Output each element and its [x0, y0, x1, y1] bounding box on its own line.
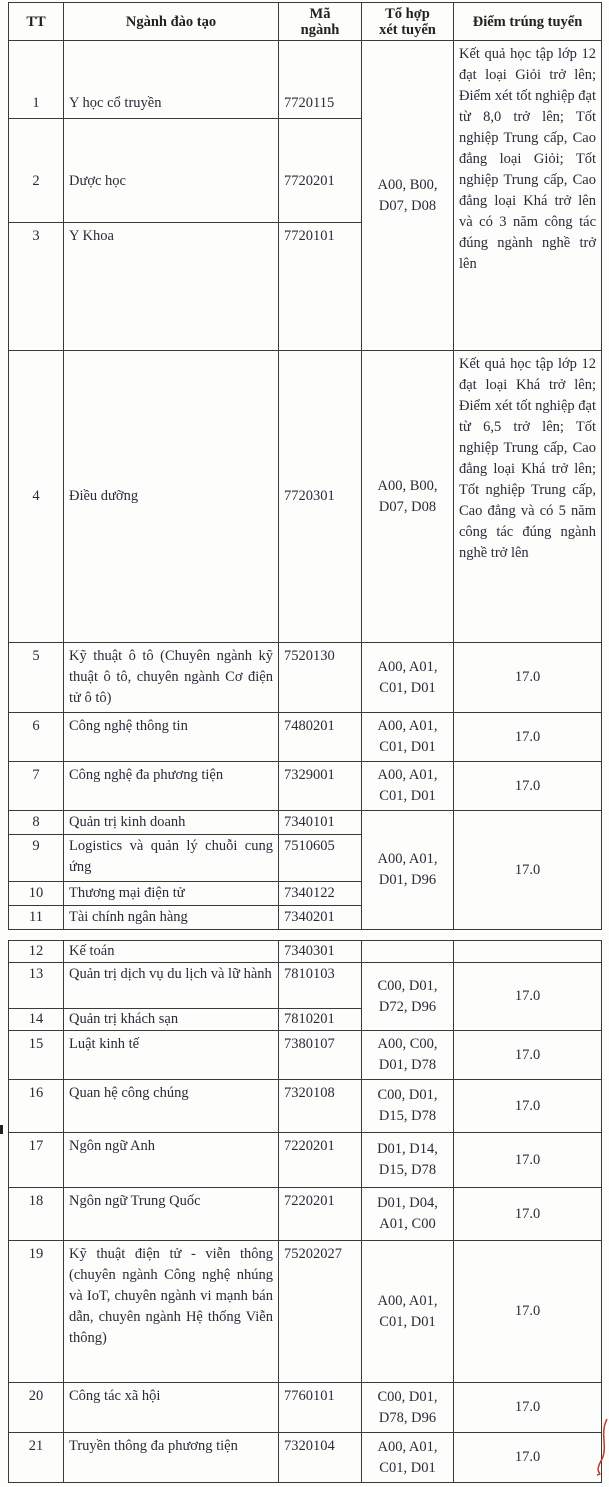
- row-code: 7320108: [279, 1080, 362, 1133]
- row-major: Ngôn ngữ Anh: [64, 1133, 279, 1188]
- row-score: 17.0: [454, 963, 602, 1031]
- row-score: 17.0: [454, 1133, 602, 1188]
- row-combo: A00, C00, D01, D78: [362, 1031, 454, 1080]
- table-row: [9, 713, 602, 762]
- row-score: Kết quả học tập lớp 12 đạt loại Giỏi trở lên; Điểm xét tốt nghiệp đạt từ 8,0 trở lên; Tốt nghiệp Trung cấp, Cao đẳng loại Giỏi; Tốt nghiệp Trung cấp, Cao đẳng loại Khá trở lên và có 3 năm công tác đúng ngành nghề trở lên: [454, 41, 602, 351]
- table-header-row: [9, 3, 602, 41]
- row-major: Y học cổ truyền: [64, 41, 279, 119]
- row-code: 7760101: [279, 1383, 362, 1433]
- signature-mark-icon: [595, 1417, 609, 1477]
- header-score: Điểm trúng tuyển: [454, 3, 602, 41]
- row-combo: D01, D14, D15, D78: [362, 1133, 454, 1188]
- table-row: [9, 1433, 602, 1483]
- row-tt: 3: [9, 223, 64, 351]
- header-combo: Tổ hợp xét tuyển: [362, 3, 454, 41]
- row-tt: 6: [9, 713, 64, 762]
- row-code: 7720101: [279, 223, 362, 351]
- table-row: [9, 41, 602, 119]
- row-tt: 8: [9, 811, 64, 835]
- row-tt: 9: [9, 835, 64, 882]
- table-row: [9, 1241, 602, 1383]
- row-tt: 15: [9, 1031, 64, 1080]
- table-row: [9, 1188, 602, 1241]
- row-major: Quản trị khách sạn: [64, 1009, 279, 1031]
- row-major: Thương mại điện tử: [64, 882, 279, 906]
- row-combo: D01, D04, A01, C00: [362, 1188, 454, 1241]
- table-row: [9, 643, 602, 713]
- row-combo: A00, A01, C01, D01: [362, 643, 454, 713]
- row-code: 7720115: [279, 41, 362, 119]
- row-combo: A00, B00, D07, D08: [362, 351, 454, 643]
- row-major: Tài chính ngân hàng: [64, 906, 279, 930]
- row-major: Kỹ thuật điện tử - viễn thông (chuyên ngành Công nghệ nhúng và IoT, chuyên ngành vi mạnh bán dẫn, chuyên ngành Hệ thống Viễn thông): [64, 1241, 279, 1383]
- row-score: 17.0: [454, 643, 602, 713]
- row-major: Công nghệ thông tin: [64, 713, 279, 762]
- row-major: Công tác xã hội: [64, 1383, 279, 1433]
- row-code: 7340122: [279, 882, 362, 906]
- row-major: Công nghệ đa phương tiện: [64, 762, 279, 811]
- row-code: 7520130: [279, 643, 362, 713]
- table-row: [9, 1080, 602, 1133]
- row-combo: A00, B00, D07, D08: [362, 41, 454, 351]
- row-code: 7340301: [279, 941, 362, 963]
- row-code: 7510605: [279, 835, 362, 882]
- row-combo: A00, A01, C01, D01: [362, 1241, 454, 1383]
- row-tt: 7: [9, 762, 64, 811]
- row-combo: A00, A01, C01, D01: [362, 762, 454, 811]
- row-score: 17.0: [454, 1080, 602, 1133]
- row-tt: 2: [9, 119, 64, 223]
- row-code: 7720301: [279, 351, 362, 643]
- table-row: [9, 762, 602, 811]
- table-row: [9, 1133, 602, 1188]
- row-major: Luật kinh tế: [64, 1031, 279, 1080]
- admission-table-part-2: [8, 940, 602, 1483]
- row-major: Kế toán: [64, 941, 279, 963]
- row-code: 7810103: [279, 963, 362, 1009]
- header-major: Ngành đào tạo: [64, 3, 279, 41]
- row-major: Quan hệ công chúng: [64, 1080, 279, 1133]
- row-combo: A00, A01, C01, D01: [362, 1433, 454, 1483]
- row-tt: 4: [9, 351, 64, 643]
- row-combo: C00, D01, D78, D96: [362, 1383, 454, 1433]
- row-score: Kết quả học tập lớp 12 đạt loại Khá trở lên; Điểm xét tốt nghiệp đạt từ 6,5 trở lên; Tốt nghiệp Trung cấp, Cao đẳng loại Khá trở lên; Tốt nghiệp Trung cấp, Cao đẳng và có 5 năm công tác đúng ngành nghề trở lên: [454, 351, 602, 643]
- row-tt: 13: [9, 963, 64, 1009]
- table-row: [9, 1031, 602, 1080]
- row-tt: 20: [9, 1383, 64, 1433]
- row-major: Điều dưỡng: [64, 351, 279, 643]
- row-code: 7320104: [279, 1433, 362, 1483]
- table-row: [9, 811, 602, 835]
- row-tt: 11: [9, 906, 64, 930]
- row-tt: 12: [9, 941, 64, 963]
- row-combo-empty: [362, 941, 454, 963]
- row-code: 7220201: [279, 1188, 362, 1241]
- row-combo: A00, A01, C01, D01: [362, 713, 454, 762]
- row-major: Kỹ thuật ô tô (Chuyên ngành kỹ thuật ô tô, chuyên ngành Cơ điện tử ô tô): [64, 643, 279, 713]
- admission-table-part-1: [8, 2, 602, 930]
- row-major: Ngôn ngữ Trung Quốc: [64, 1188, 279, 1241]
- row-score-empty: [454, 941, 602, 963]
- header-code: Mã ngành: [279, 3, 362, 41]
- row-major: Quản trị dịch vụ du lịch và lữ hành: [64, 963, 279, 1009]
- row-score: 17.0: [454, 1188, 602, 1241]
- row-combo: A00, A01, D01, D96: [362, 811, 454, 930]
- scan-mark: [0, 1125, 3, 1134]
- row-code: 7720201: [279, 119, 362, 223]
- row-code: 7329001: [279, 762, 362, 811]
- row-major: Quản trị kinh doanh: [64, 811, 279, 835]
- row-score: 17.0: [454, 762, 602, 811]
- header-tt: TT: [9, 3, 64, 41]
- row-tt: 18: [9, 1188, 64, 1241]
- row-combo: C00, D01, D15, D78: [362, 1080, 454, 1133]
- row-code: 7380107: [279, 1031, 362, 1080]
- row-score: 17.0: [454, 1241, 602, 1383]
- row-tt: 5: [9, 643, 64, 713]
- row-score: 17.0: [454, 1031, 602, 1080]
- row-tt: 19: [9, 1241, 64, 1383]
- row-score: 17.0: [454, 713, 602, 762]
- table-row: [9, 351, 602, 643]
- row-score: 17.0: [454, 1383, 602, 1433]
- row-tt: 21: [9, 1433, 64, 1483]
- row-score: 17.0: [454, 811, 602, 930]
- row-major: Y Khoa: [64, 223, 279, 351]
- row-tt: 14: [9, 1009, 64, 1031]
- row-code: 7340101: [279, 811, 362, 835]
- row-major: Dược học: [64, 119, 279, 223]
- row-code: 7480201: [279, 713, 362, 762]
- row-tt: 1: [9, 41, 64, 119]
- row-tt: 17: [9, 1133, 64, 1188]
- row-tt: 16: [9, 1080, 64, 1133]
- row-code: 7810201: [279, 1009, 362, 1031]
- row-major: Logistics và quản lý chuỗi cung ứng: [64, 835, 279, 882]
- row-code: 7340201: [279, 906, 362, 930]
- table-row: [9, 1383, 602, 1433]
- row-code: 7220201: [279, 1133, 362, 1188]
- table-row: [9, 963, 602, 1009]
- row-tt: 10: [9, 882, 64, 906]
- row-combo: C00, D01, D72, D96: [362, 963, 454, 1031]
- row-code: 75202027: [279, 1241, 362, 1383]
- row-score: 17.0: [454, 1433, 602, 1483]
- table-row: [9, 941, 602, 963]
- row-major: Truyền thông đa phương tiện: [64, 1433, 279, 1483]
